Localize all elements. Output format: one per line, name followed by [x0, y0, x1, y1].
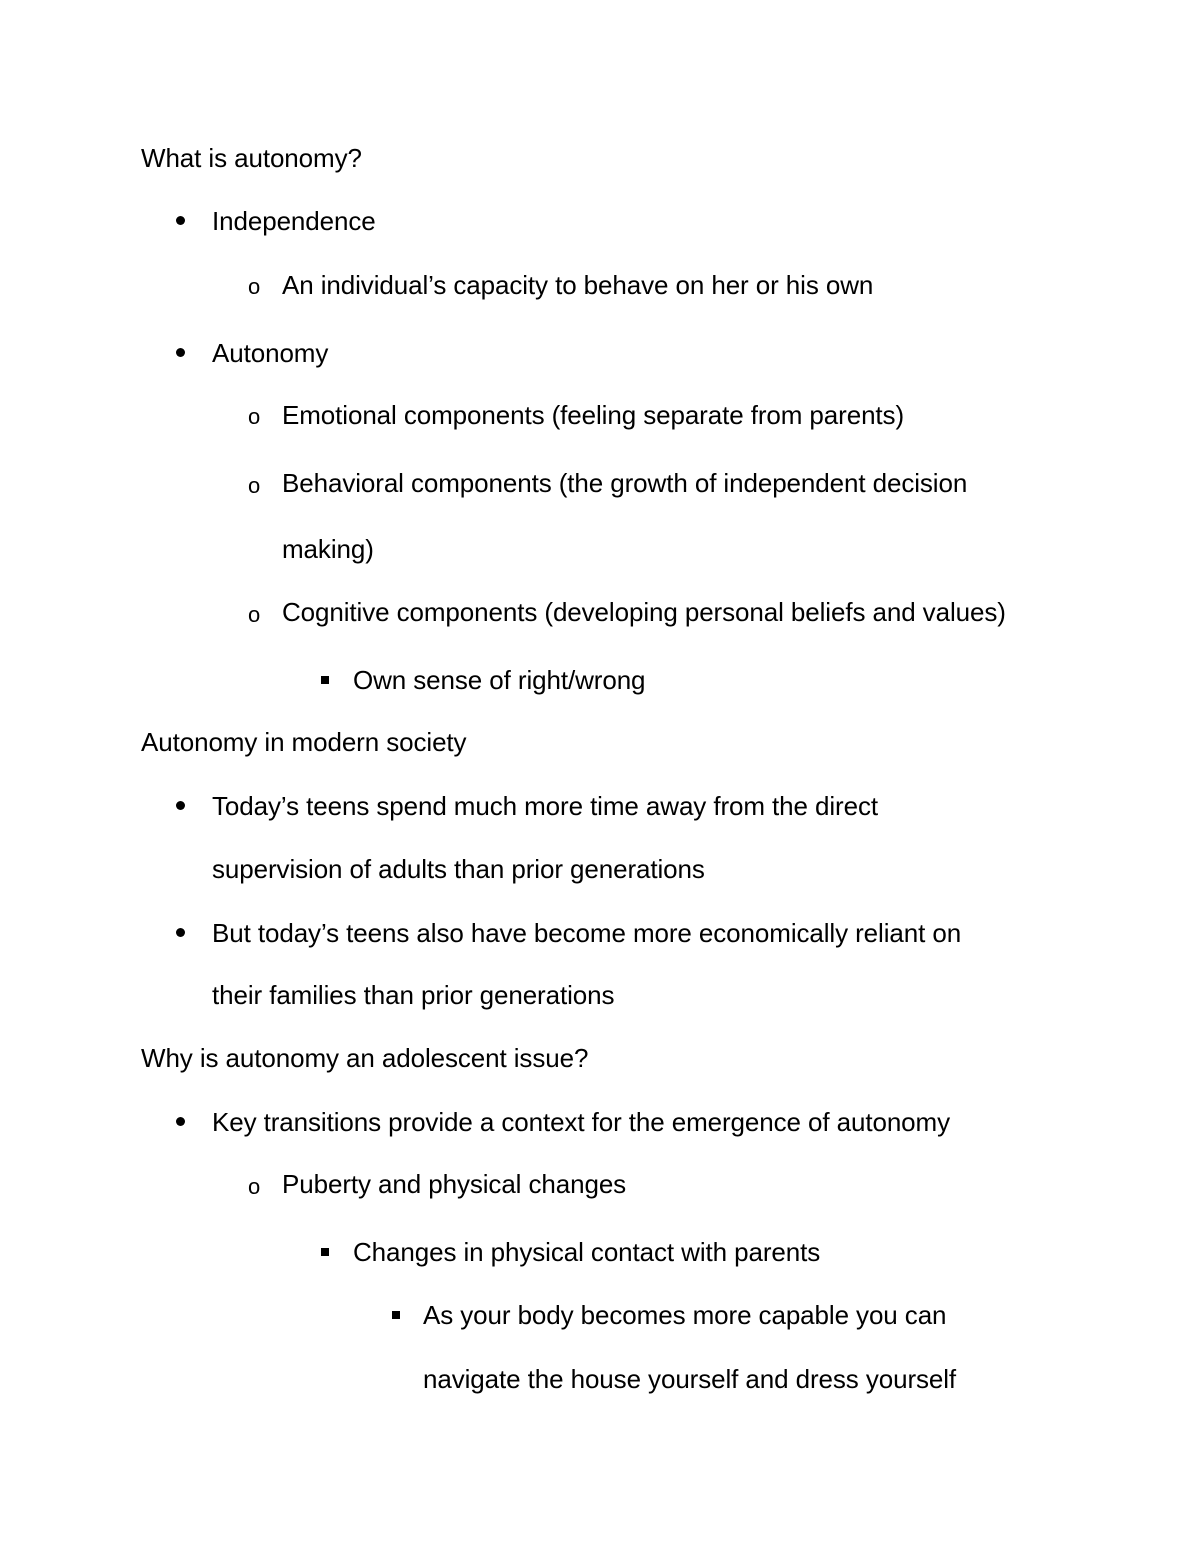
- list-item-physical-contact: Changes in physical contact with parents: [353, 1237, 821, 1267]
- disc-bullet: [176, 348, 185, 357]
- list-item-cognitive: Cognitive components (developing personal beliefs and values): [282, 597, 1006, 627]
- list-item-teens-economic-line1: But today’s teens also have become more economically reliant on: [212, 918, 962, 948]
- circle-bullet: o: [248, 274, 261, 299]
- list-item-teens-economic-line2: their families than prior generations: [212, 980, 615, 1010]
- list-item-behavioral-line1: Behavioral components (the growth of independent decision: [282, 468, 968, 498]
- disc-bullet: [176, 216, 185, 225]
- list-item-body-capable-line1: As your body becomes more capable you can: [423, 1300, 947, 1330]
- list-item-capacity: An individual’s capacity to behave on her or his own: [282, 270, 874, 300]
- list-item-autonomy: Autonomy: [212, 338, 329, 368]
- circle-bullet: o: [248, 473, 261, 498]
- disc-bullet: [176, 1117, 185, 1126]
- list-item-behavioral-line2: making): [282, 534, 374, 564]
- heading-what-is-autonomy: What is autonomy?: [141, 143, 362, 173]
- circle-bullet: o: [248, 602, 261, 627]
- list-item-emotional: Emotional components (feeling separate from parents): [282, 400, 905, 430]
- circle-bullet: o: [248, 1174, 261, 1199]
- list-item-teens-time-line1: Today’s teens spend much more time away from the direct: [212, 791, 878, 821]
- list-item-body-capable-line2: navigate the house yourself and dress yourself: [423, 1364, 957, 1394]
- list-item-right-wrong: Own sense of right/wrong: [353, 665, 646, 695]
- list-item-puberty: Puberty and physical changes: [282, 1169, 627, 1199]
- disc-bullet: [176, 801, 185, 810]
- heading-why-adolescent-issue: Why is autonomy an adolescent issue?: [141, 1043, 589, 1073]
- square-bullet: [321, 676, 329, 684]
- square-bullet: [392, 1311, 400, 1319]
- heading-autonomy-modern-society: Autonomy in modern society: [141, 727, 467, 757]
- circle-bullet: o: [248, 404, 261, 429]
- disc-bullet: [176, 928, 185, 937]
- square-bullet: [321, 1248, 329, 1256]
- list-item-teens-time-line2: supervision of adults than prior generations: [212, 854, 705, 884]
- list-item-independence: Independence: [212, 206, 376, 236]
- list-item-key-transitions: Key transitions provide a context for the emergence of autonomy: [212, 1107, 951, 1137]
